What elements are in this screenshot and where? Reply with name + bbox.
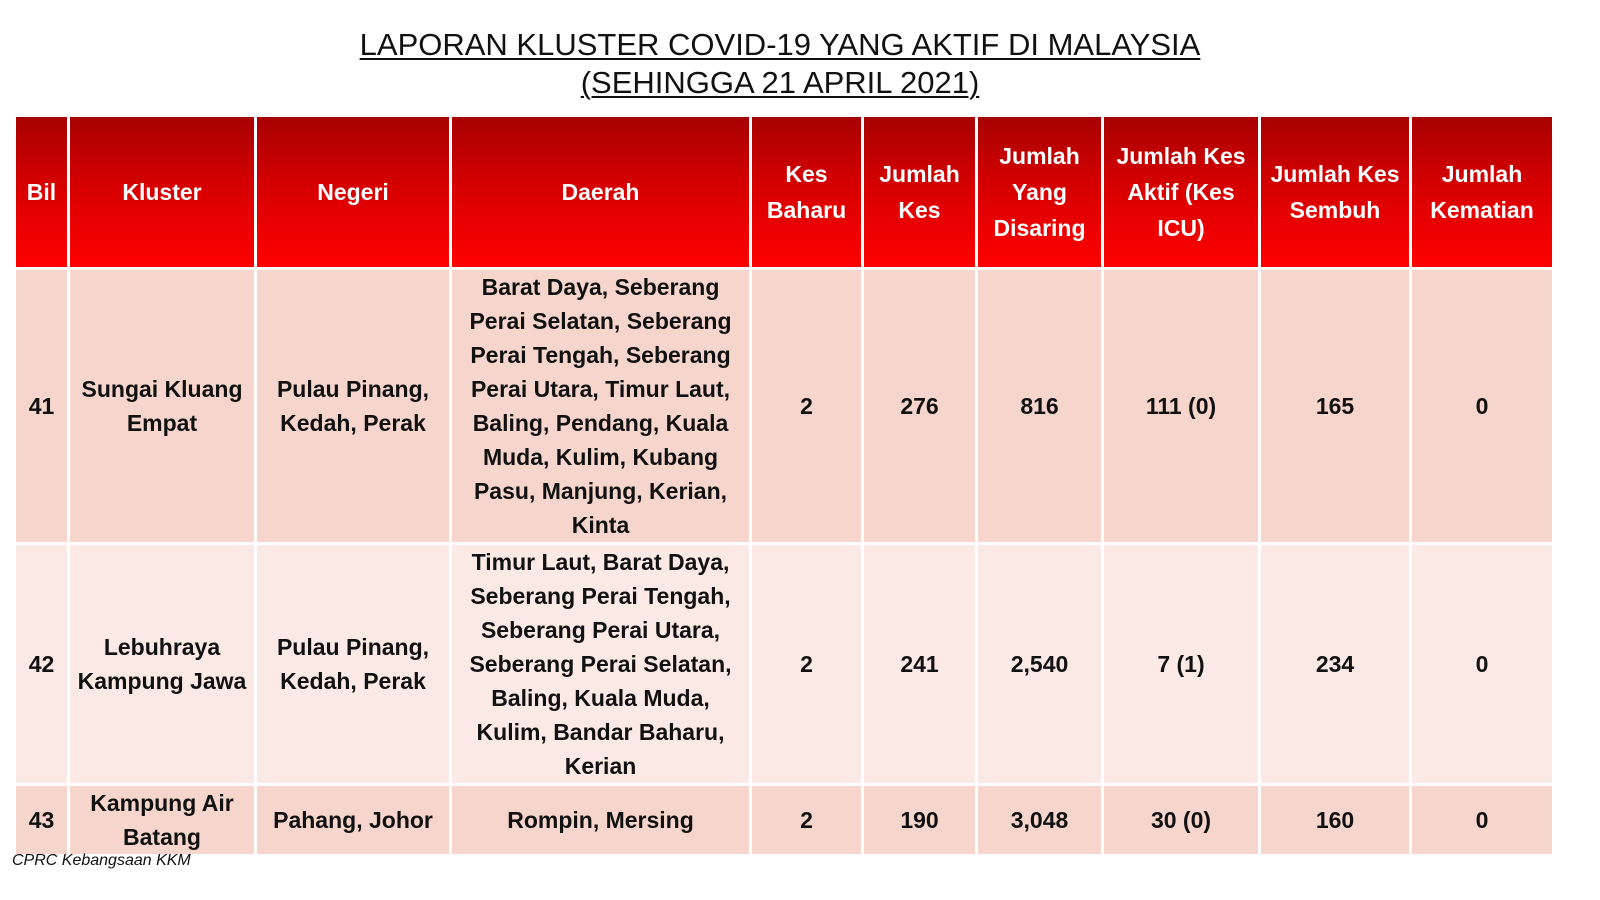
header-jumlah-kes: Jumlah Kes xyxy=(864,117,978,270)
cell-negeri: Pulau Pinang, Kedah, Perak xyxy=(257,545,452,786)
cell-kluster: Lebuhraya Kampung Jawa xyxy=(70,545,257,786)
title-line-2: (SEHINGGA 21 APRIL 2021) xyxy=(580,65,980,100)
cell-jumlah-kes-aktif: 30 (0) xyxy=(1104,786,1261,857)
cell-jumlah-kes: 241 xyxy=(864,545,978,786)
header-kes-baharu: Kes Baharu xyxy=(752,117,864,270)
header-jumlah-kematian: Jumlah Kematian xyxy=(1412,117,1552,270)
cell-negeri: Pulau Pinang, Kedah, Perak xyxy=(257,270,452,545)
header-jumlah-disaring: Jumlah Yang Disaring xyxy=(978,117,1104,270)
cell-jumlah-kes-sembuh: 165 xyxy=(1261,270,1412,545)
header-bil: Bil xyxy=(16,117,70,270)
page-title xyxy=(0,26,1560,102)
header-jumlah-kes-sembuh: Jumlah Kes Sembuh xyxy=(1261,117,1412,270)
cell-kluster: Sungai Kluang Empat xyxy=(70,270,257,545)
header-negeri: Negeri xyxy=(257,117,452,270)
cell-kes-baharu: 2 xyxy=(752,545,864,786)
cell-jumlah-kes: 276 xyxy=(864,270,978,545)
cell-jumlah-kes-sembuh: 234 xyxy=(1261,545,1412,786)
title-line-1: LAPORAN KLUSTER COVID-19 YANG AKTIF DI MALAYSIA xyxy=(359,27,1201,62)
cell-daerah: Rompin, Mersing xyxy=(452,786,752,857)
cell-jumlah-kematian: 0 xyxy=(1412,786,1552,857)
cell-bil: 43 xyxy=(16,786,70,857)
cell-daerah: Timur Laut, Barat Daya, Seberang Perai Tengah, Seberang Perai Utara, Seberang Perai Selatan, Baling, Kuala Muda, Kulim, Bandar Baharu, Kerian xyxy=(452,545,752,786)
cell-bil: 42 xyxy=(16,545,70,786)
table-row xyxy=(16,545,1552,786)
cell-jumlah-disaring: 2,540 xyxy=(978,545,1104,786)
cell-jumlah-kematian: 0 xyxy=(1412,270,1552,545)
header-kluster: Kluster xyxy=(70,117,257,270)
cell-jumlah-disaring: 816 xyxy=(978,270,1104,545)
header-jumlah-kes-aktif: Jumlah Kes Aktif (Kes ICU) xyxy=(1104,117,1261,270)
table-row xyxy=(16,270,1552,545)
cell-kes-baharu: 2 xyxy=(752,270,864,545)
cell-jumlah-kes-aktif: 7 (1) xyxy=(1104,545,1261,786)
cell-negeri: Pahang, Johor xyxy=(257,786,452,857)
cell-jumlah-kes-aktif: 111 (0) xyxy=(1104,270,1261,545)
cell-jumlah-kes: 190 xyxy=(864,786,978,857)
cell-bil: 41 xyxy=(16,270,70,545)
header-daerah: Daerah xyxy=(452,117,752,270)
cluster-table xyxy=(16,117,1552,857)
table-header-row xyxy=(16,117,1552,270)
cell-kluster: Kampung Air Batang xyxy=(70,786,257,857)
source-footer: CPRC Kebangsaan KKM xyxy=(12,852,191,869)
cell-daerah: Barat Daya, Seberang Perai Selatan, Seberang Perai Tengah, Seberang Perai Utara, Timur Laut, Baling, Pendang, Kuala Muda, Kulim, Kubang Pasu, Manjung, Kerian, Kinta xyxy=(452,270,752,545)
cell-jumlah-disaring: 3,048 xyxy=(978,786,1104,857)
cell-kes-baharu: 2 xyxy=(752,786,864,857)
cell-jumlah-kematian: 0 xyxy=(1412,545,1552,786)
cell-jumlah-kes-sembuh: 160 xyxy=(1261,786,1412,857)
table-row xyxy=(16,786,1552,857)
